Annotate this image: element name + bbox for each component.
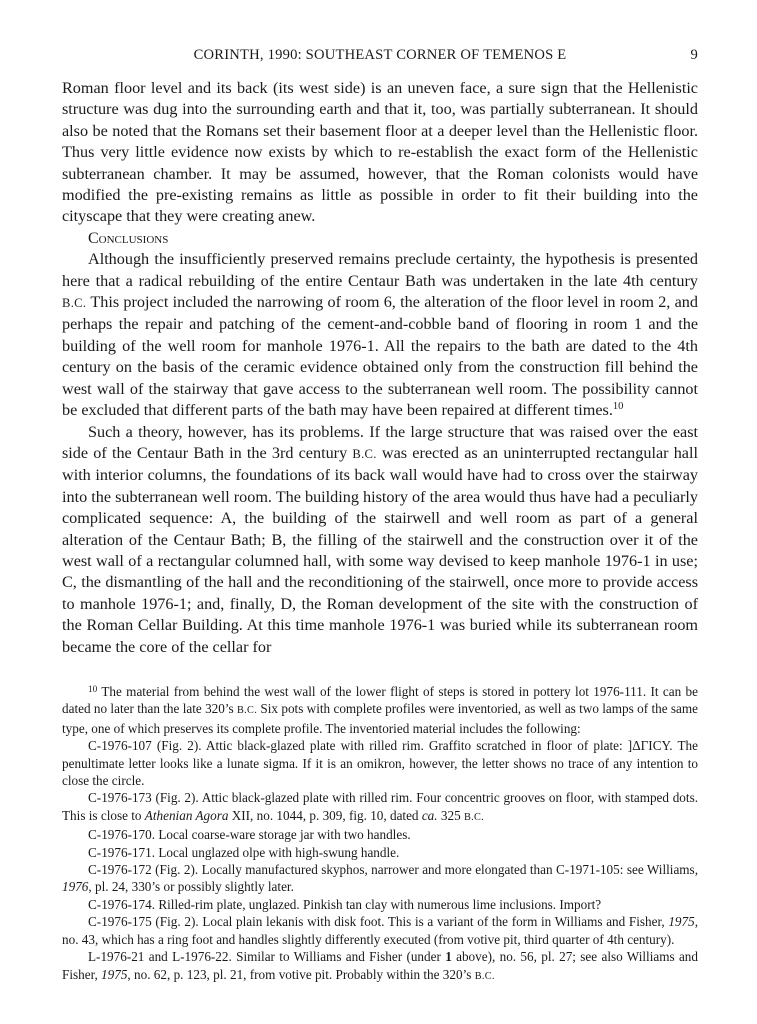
text-run: Six pots with complete profiles were inventoried, as well as two lamps of the same type, one of which preserves its complete profile. The inventoried material includes the following: xyxy=(62,701,698,736)
era-abbreviation: B.C. xyxy=(474,970,495,982)
citation-year: 1976 xyxy=(62,879,89,895)
era-abbreviation: B.C. xyxy=(237,705,258,717)
footnote-reference: 10 xyxy=(612,401,624,413)
text-run: C-1976-172 (Fig. 2). Locally manufactured skyphos, narrower and more elongated than C-1971-105: see Williams, xyxy=(88,862,698,878)
paragraph-conclusions-2 xyxy=(62,422,698,658)
paragraph-continued: Roman floor level and its back (its west side) is an uneven face, a sure sign that the Hellenistic structure was dug into the surrounding earth and that it, too, was partially subterranean. It should also be noted that the Romans set their basement floor at a deeper level than the Hellenistic floor. Thus very little evidence now exists by which to re-establish the exact form of the Hellenistic subterranean chamber. It may be assumed, however, that the Roman colonists would have modified the pre-existing remains as little as possible in order to fit their building into the cityscape that they were creating anew. xyxy=(62,79,698,226)
catalog-entry-c107: C-1976-107 (Fig. 2). Attic black-glazed plate with rilled rim. Graffito scratched in floor of plate: ]ΔΓΙCY. The penultimate letter looks like a lunate sigma. If it is an omikron, however, the letter shows no trace of any intention to close the circle. xyxy=(62,738,698,789)
cross-reference-number: 1 xyxy=(445,949,452,965)
era-abbreviation: B.C. xyxy=(352,446,377,461)
text-run: C-1976-175 (Fig. 2). Local plain lekanis with disk foot. This is a variant of the form in Williams and Fisher, xyxy=(88,914,669,930)
text-run: Although the insufficiently preserved remains preclude certainty, the hypothesis is presented here that a radical rebuilding of the entire Centaur Bath was undertaken in the late 4th century xyxy=(62,250,698,290)
text-run: , pl. 24, 330’s or possibly slightly later. xyxy=(88,879,294,895)
text-run: C-1976-173 (Fig. 2). Attic black-glazed plate with rilled rim. Four concentric grooves on floor, with stamped dots. This is close to xyxy=(62,790,698,823)
running-head xyxy=(62,47,698,67)
footnote-number: 10 xyxy=(88,683,98,694)
era-abbreviation: B.C. xyxy=(463,811,485,823)
body-text xyxy=(62,78,698,658)
catalog-entry-lamps xyxy=(62,948,698,985)
catalog-entry-c175 xyxy=(62,913,698,948)
catalog-entry-c170: C-1976-170. Local coarse-ware storage jar with two handles. xyxy=(88,827,411,843)
text-run: 325 xyxy=(437,807,464,823)
text-run: above), no. 56, pl. 27; see also Williams and Fisher, xyxy=(62,949,698,982)
text-run: L-1976-21 and L-1976-22. Similar to Williams and Fisher (under xyxy=(88,949,446,965)
text-run: Such a theory, however, has its problems. If the large structure that was raised over the east side of the Centaur Bath in the 3rd century xyxy=(62,422,698,462)
catalog-entry-c173 xyxy=(62,789,698,826)
text-run: This project included the narrowing of room 6, the alteration of the floor level in room 2, and perhaps the repair and patching of the cement-and-cobble band of flooring in room 1 and the building of the well room for manhole 1976-1. All the repairs to the bath are dated to the 4th century on the basis of the ceramic evidence obtained only from the construction fill behind the west wall of the stairway that gave access to the subterranean well room. The possibility cannot be excluded that different parts of the bath may have been repaired at different times. xyxy=(62,293,698,420)
era-abbreviation: B.C. xyxy=(62,296,87,311)
running-title: CORINTH, 1990: SOUTHEAST CORNER OF TEMENOS E xyxy=(193,47,567,63)
text-run: , no. 62, p. 123, pl. 21, from votive pit. Probably within the 320’s xyxy=(127,966,475,982)
citation-year: 1975 xyxy=(101,966,128,982)
text-run: XII, no. 1044, p. 309, fig. 10, dated xyxy=(228,807,422,823)
page-number: 9 xyxy=(690,47,698,63)
text-run: , no. 43, which has a ring foot and handles slightly differently executed (from votive pit, third quarter of 4th century). xyxy=(62,914,698,947)
section-heading: Conclusions xyxy=(88,229,169,247)
footnote-10 xyxy=(62,683,698,737)
footnotes xyxy=(62,683,698,985)
text-run: The material from behind the west wall of the lower flight of steps is stored in pottery lot 1976-111. It can be dated no later than the late 320’s xyxy=(62,684,698,717)
paragraph-conclusions-1 xyxy=(62,249,698,421)
citation-year: 1975 xyxy=(668,914,695,930)
catalog-entry-c174: C-1976-174. Rilled-rim plate, unglazed. Pinkish tan clay with numerous lime inclusions. Import? xyxy=(88,896,602,912)
catalog-entry-c172 xyxy=(62,861,698,896)
text-run: was erected as an uninterrupted rectangular hall with interior columns, the foundations of its back wall would have had to cross over the stairway into the subterranean well room. The building history of the area would thus have had a peculiarly complicated sequence: A, the building of the stairwell and well room as part of a general alteration of the Centaur Bath; B, the filling of the stairwell and the construction over it of the west wall of a rectangular columned hall, with some way devised to keep manhole 1976-1 in use; C, the dismantling of the hall and the reconditioning of the stairwell, once more to provide access to manhole 1976-1; and, finally, D, the Roman development of the site with the construction of the Roman Cellar Building. At this time manhole 1976-1 was buried while its subterranean room became the core of the cellar for xyxy=(62,443,698,656)
circa-abbreviation: ca. xyxy=(421,807,438,823)
catalog-entry-c171: C-1976-171. Local unglazed olpe with high-swung handle. xyxy=(88,844,400,860)
citation-title: Athenian Agora xyxy=(144,807,229,823)
